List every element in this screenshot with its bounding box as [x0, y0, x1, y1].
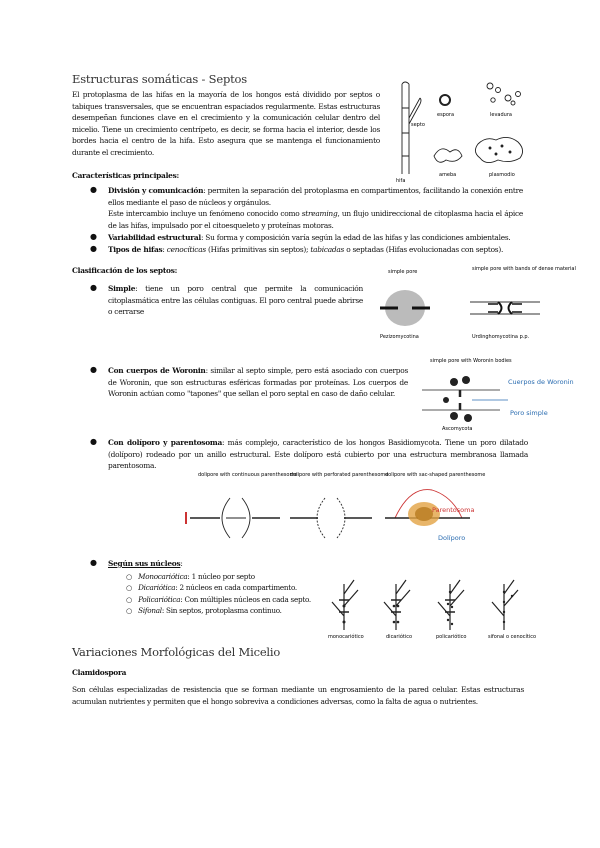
nuclei-figure — [324, 572, 546, 638]
septum-type-nuclei: Según sus núcleos: — [108, 559, 183, 568]
banded-pore-drawing — [498, 302, 512, 314]
bullet-icon: ● — [90, 244, 97, 253]
nuclei-caption-di: dicariótico — [386, 634, 413, 640]
classification-heading: Clasificación de los septos: — [72, 266, 178, 275]
fungi-label-levadura: levadura — [490, 112, 512, 118]
simple-pore-title: simple pore — [388, 269, 418, 275]
fungi-label-espora: espora — [437, 112, 455, 118]
section-subheading: Clamidospora — [72, 668, 127, 677]
polycaryotic-drawing — [438, 580, 464, 630]
woronin-label-bodies: Cuerpos de Woronin — [508, 378, 574, 386]
dolipore-figure — [180, 468, 490, 558]
simple-pore-figure — [370, 262, 576, 344]
dolipore-title-2: dolipore with perforated parenthesome — [290, 472, 389, 478]
section-title: Estructuras somáticas - Septos — [72, 72, 247, 86]
nuclei-list — [126, 571, 321, 617]
fungi-label-septo: septo — [411, 122, 425, 128]
dolipore-drawing-2 — [317, 498, 345, 538]
characteristic-item: División y comunicación: permiten la separación del protoplasma en compartimentos, facilitando la conexión entre ellos mediante el paso de núcleos y orgánulos. Este intercambio incluye un fenómeno conocido como streaming, un flujo unidireccional de citoplasma hacia el ápice de las hifas, impulsado por el citoesqueleto y proteínas motoras. — [108, 186, 523, 230]
characteristic-item: Variabilidad estructural: Su forma y composición varía según la edad de las hifas y las condiciones ambientales. — [108, 233, 511, 242]
woronin-body-drawing — [450, 378, 458, 386]
intro-paragraph: El protoplasma de las hifas en la mayoría de los hongos está dividido por septos o tabiques transversales, que se encuentran espaciados regularmente. Estas estructuras desempeñan funciones clave en el crecimiento y la comunicación celular dentro del micelio. Tiene un crecimiento centrípeto, es decir, se forma hacia el interior, desde los bordes hacia el centro de la hifa. Esto asegura que se mantenga el funcionamiento durante el crecimiento. — [72, 90, 380, 157]
dolipore-label-doliporo: Dolíporo — [438, 534, 466, 542]
amoeba-drawing — [434, 149, 462, 162]
nuclei-caption-mono: monocariótico — [328, 634, 364, 640]
fungi-label-plasmodio: plasmodio — [489, 172, 515, 178]
dolipore-title-1: dolipore with continuous parenthesome — [198, 472, 298, 478]
simple-pore-caption: Pezizomycotina — [380, 334, 419, 340]
bullet-icon: ● — [90, 365, 97, 374]
plasmodium-drawing — [475, 137, 522, 162]
clamidospora-paragraph: Son células especializadas de resistencia que se forman mediante un engrosamiento de la pared celular. Estas estructuras acumulan nutrientes y permiten que el hongo sobreviva a condiciones adversas, como la falta de agua o nutrientes. — [72, 685, 524, 706]
septum-type-dolipore: Con dolíporo y parentosoma: más complejo, característico de los hongos Basidiomycota. Tiene un poro dilatado (dolíporo) rodeado por un anillo estructural. Este dolíporo está cubierto por una estructura membranosa llamada parentosoma. — [108, 438, 528, 471]
nuclei-caption-poly: policariótico — [436, 634, 467, 640]
woronin-figure — [420, 352, 574, 432]
septum-type-term: Con dolíporo y parentosoma — [108, 438, 223, 447]
nuclei-item: ○ Policariótica: Con múltiples núcleos en cada septo. — [126, 594, 311, 604]
characteristic-term: Variabilidad estructural — [108, 233, 201, 242]
characteristic-term: División y comunicación — [108, 186, 204, 195]
characteristics-heading: Características principales: — [72, 171, 179, 180]
nuclei-item: ○ Dicariótica: 2 núcleos en cada compartimento. — [126, 583, 297, 593]
nuclei-caption-siphonal: sifonal o cenocítico — [488, 634, 537, 640]
bullet-icon: ● — [90, 232, 97, 241]
banded-pore-caption: Urdinghomycotina p.p. — [472, 334, 530, 340]
bullet-icon: ● — [90, 558, 97, 567]
nuclei-item: ○ Monocariótica: 1 núcleo por septo — [126, 572, 255, 581]
spore-drawing — [440, 95, 450, 105]
woronin-label-pore: Poro simple — [510, 409, 548, 417]
fungi-label-ameba: ameba — [439, 172, 457, 178]
woronin-caption: Ascomycota — [442, 426, 473, 432]
dolipore-title-3: dolipore with sac-shaped parenthesome — [385, 472, 486, 478]
woronin-title: simple pore with Woronin bodies — [430, 358, 512, 364]
bullet-icon: ● — [90, 185, 97, 194]
hypha-drawing — [402, 82, 421, 174]
banded-pore-title: simple pore with bands of dense material — [472, 266, 576, 272]
fungi-label-hifa: hifa — [396, 178, 406, 184]
characteristic-item: Tipos de hifas: cenocíticas (Hifas primitivas sin septos); tabicadas o septadas (Hifas evolucionadas con septos). — [108, 245, 504, 254]
fungi-forms-figure — [386, 78, 534, 186]
characteristic-term: Tipos de hifas — [108, 245, 163, 254]
septum-type-simple: Simple: tiene un poro central que permite la comunicación citoplasmática entre las células contiguas. El poro central puede abrirse o cerrarse — [108, 284, 363, 317]
bullet-icon: ● — [90, 283, 97, 292]
septum-type-term: Simple — [108, 284, 136, 293]
dolipore-drawing-1 — [222, 498, 250, 538]
septum-type-term: Con cuerpos de Woronin — [108, 366, 206, 375]
septum-type-woronin: Con cuerpos de Woronin: similar al septo simple, pero está asociado con cuerpos de Woronin, que son estructuras esféricas formadas por proteínas. Los cuerpos de Woronin actúan como "tapones" que sellan el poro septal en caso de daño celular. — [108, 366, 408, 399]
dolipore-label-parentosoma: Parentosoma — [432, 506, 475, 514]
bullet-icon: ● — [90, 437, 97, 446]
section-title: Variaciones Morfológicas del Micelio — [72, 645, 281, 659]
nuclei-item: ○ Sifonal: Sin septos, protoplasma continuo. — [126, 606, 282, 616]
septum-type-term: Según sus núcleos — [108, 559, 181, 568]
